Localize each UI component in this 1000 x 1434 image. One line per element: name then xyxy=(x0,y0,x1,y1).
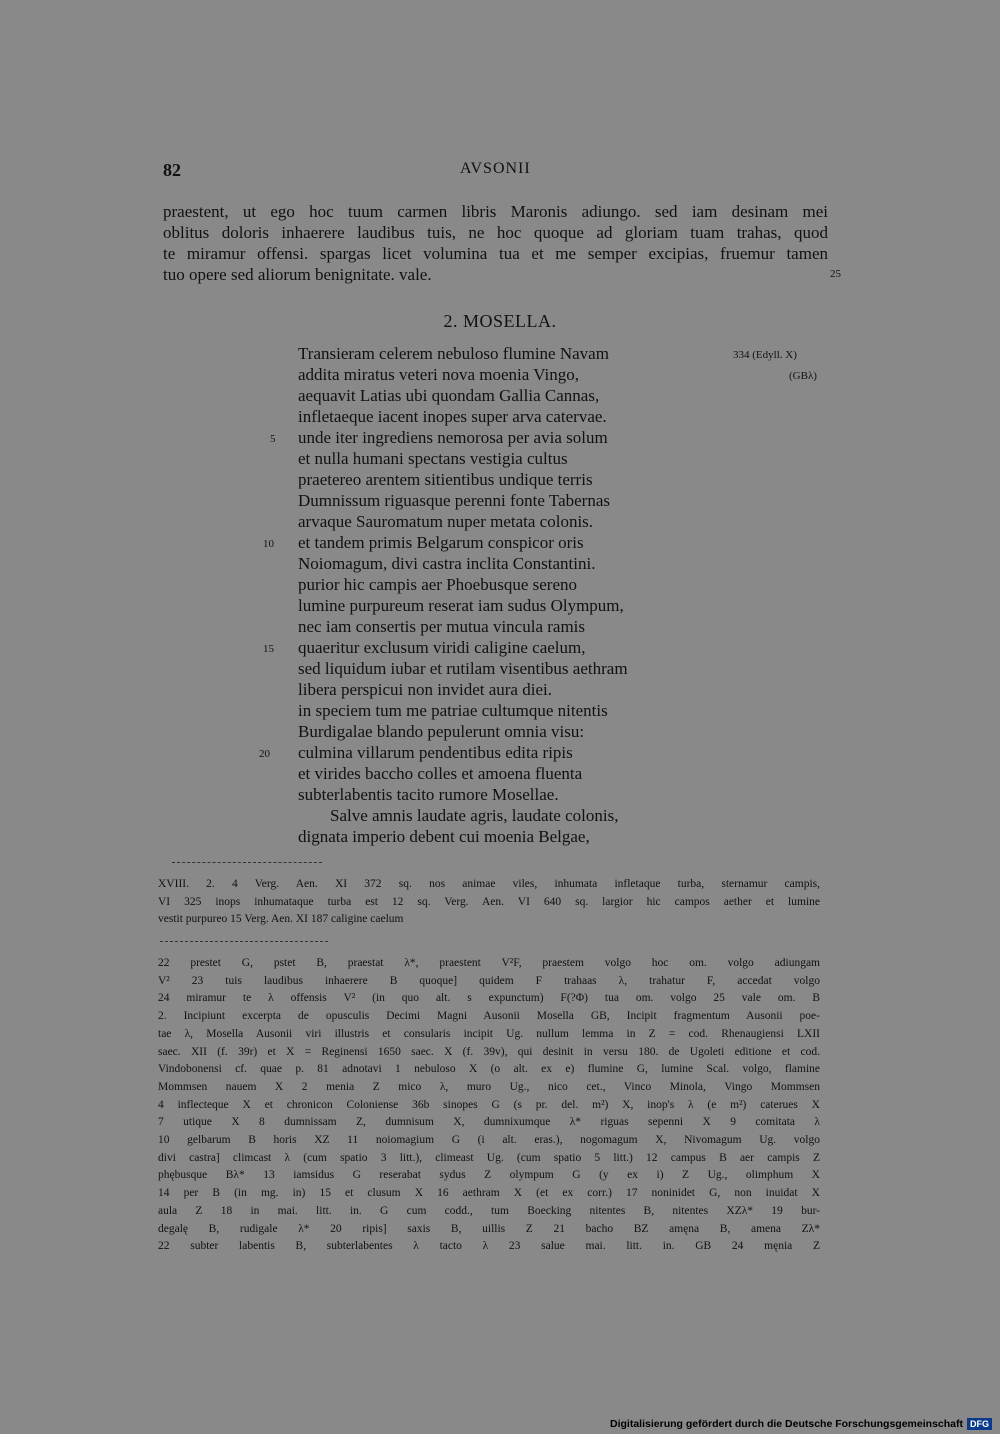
verse-line: praetereo arentem sitientibus undique terris xyxy=(298,470,593,489)
verse-line: Transieram celerem nebuloso flumine Navam xyxy=(298,344,609,363)
verse-line: nec iam consertis per mutua vincula ramis xyxy=(298,617,586,636)
separator-rule xyxy=(160,941,328,942)
apparatus-line: 22 subter labentis B, subterlabentes λ tacto λ 23 salue mai. litt. in. GB 24 męnia Z xyxy=(158,1240,820,1253)
margin-reference: 334 (Edyll. X) xyxy=(733,349,797,361)
verse-line: et nulla humani spectans vestigia cultus xyxy=(298,449,568,468)
verse-line: Burdigalae blando pepulerunt omnia visu: xyxy=(298,722,585,741)
credit-text: Digitalisierung gefördert durch die Deutsche Forschungsgemeinschaft xyxy=(610,1418,963,1430)
verse-line: Dumnissum riguasque perenni fonte Tabernas xyxy=(298,491,610,510)
verse-line: lumine purpureum reserat iam sudus Olympum, xyxy=(298,596,624,615)
verse-number: 10 xyxy=(263,538,274,550)
verse-line: et virides baccho colles et amoena fluenta xyxy=(298,764,583,783)
verse-line: purior hic campis aer Phoebusque sereno xyxy=(298,575,577,594)
apparatus-line: 14 per B (in mg. in) 15 et clusum X 16 aethram X (et ex corr.) 17 noninidet G, non inuidat X xyxy=(158,1187,820,1200)
apparatus-line: 22 prestet G, pstet B, praestat λ*, praestent V²F, praestem volgo hoc om. volgo adiungam xyxy=(158,957,820,969)
intro-line: praestent, ut ego hoc tuum carmen libris Maronis adiungo. sed iam desinam mei xyxy=(163,202,828,221)
apparatus-line: aula Z 18 in mai. litt. in. G cum codd., tum Boecking nitentes B, nitentes XZλ* 19 bur- xyxy=(158,1204,820,1217)
apparatus-line: 24 miramur te λ offensis V² (in quo alt. s expunctum) F(?Φ) tua om. volgo 25 vale om. B xyxy=(158,992,820,1005)
verse-number: 5 xyxy=(270,433,276,445)
testimonia-line: vestit purpureo 15 Verg. Aen. XI 187 caligine caelum xyxy=(158,913,404,926)
verse-line: quaeritur exclusum viridi caligine caelum, xyxy=(298,638,586,657)
verse-line: in speciem tum me patriae cultumque nitentis xyxy=(298,701,608,720)
dfg-logo: DFG xyxy=(967,1418,992,1430)
verse-line: culmina villarum pendentibus edita ripis xyxy=(298,743,573,762)
verse-line: Noiomagum, divi castra inclita Constantini. xyxy=(298,554,596,573)
apparatus-line: 4 inflecteque X et chronicon Coloniense 36b sinopes G (s pr. del. m²) X, inop's λ (e m²) caterues X xyxy=(158,1098,820,1111)
verse-line: unde iter ingrediens nemorosa per avia solum xyxy=(298,428,608,447)
verse-line: sed liquidum iubar et rutilam visentibus aethram xyxy=(298,659,628,678)
verse-line: infletaeque iacent inopes super arva catervae. xyxy=(298,407,607,426)
apparatus-line: Mommsen nauem X 2 menia Z mico λ, muro Ug., nico cet., Vinco Minola, Vingo Mommsen xyxy=(158,1080,820,1093)
testimonia-line: VI 325 inops inhumataque turba est 12 sq. Verg. Aen. VI 640 sq. largior hic campos aether et lumine xyxy=(158,895,820,908)
apparatus-line: saec. XII (f. 39r) et X = Reginensi 1650 saec. X (f. 39v), qui desinit in versu 180. de Ugoleti editione et cod. xyxy=(158,1045,820,1058)
apparatus-line: tae λ, Mosella Ausonii viri illustris et consularis incipit Ug. nullum lemma in Z = cod. Rhenaugiensi LXII xyxy=(158,1027,820,1040)
verse-number: 20 xyxy=(259,748,270,760)
intro-line: te miramur offensi. spargas licet volumina tua et me semper excipias, fruemur tamen xyxy=(163,244,828,263)
intro-line: oblitus doloris inhaerere laudibus tuis, ne hoc quoque ad gloriam tuam trahas, quod xyxy=(163,223,828,242)
poem-title: 2. MOSELLA. xyxy=(443,311,557,331)
verse-line: Salve amnis laudate agris, laudate colonis, xyxy=(330,806,619,825)
verse-line: addita miratus veteri nova moenia Vingo, xyxy=(298,365,579,384)
verse-line: arvaque Sauromatum nuper metata colonis. xyxy=(298,512,594,531)
running-title: AVSONII xyxy=(460,160,531,177)
apparatus-line: Vindobonensi cf. quae p. 81 adnotavi 1 nebuloso X (o alt. ex e) flumine G, lumine Scal. volgo, flamine xyxy=(158,1063,820,1076)
verse-number: 15 xyxy=(263,643,274,655)
intro-line-number: 25 xyxy=(830,268,841,280)
intro-paragraph xyxy=(163,201,828,285)
verse-line: aequavit Latias ubi quondam Gallia Cannas, xyxy=(298,386,600,405)
digitization-credit xyxy=(610,1418,992,1430)
apparatus-line: 2. Incipiunt excerpta de opusculis Decimi Magni Ausonii Mosella GB, Incipit fragmentum Ausonii poe- xyxy=(158,1010,820,1023)
apparatus-line: phębusque Bλ* 13 iamsidus G reserabat sydus Z olympum G (y ex i) Z Ug., olimphum X xyxy=(158,1169,820,1182)
critical-apparatus xyxy=(158,955,820,1256)
apparatus-line: 10 gelbarum B horis XZ 11 noiomagium G (i alt. eras.), nogomagum X, Nivomagum Ug. volgo xyxy=(158,1134,820,1147)
intro-line: tuo opere sed aliorum benignitate. vale. xyxy=(163,265,432,284)
page-number: 82 xyxy=(163,160,181,180)
apparatus-line: divi castra] climcast λ (cum spatio 3 litt.), climeast Ug. (cum spatio 5 litt.) 12 campus B aer campis Z xyxy=(158,1151,820,1164)
apparatus-line: 7 utique X 8 dumnissam Z, dumnisum X, dumnixumque λ* riguas sepenni X 9 comitata λ xyxy=(158,1116,820,1129)
margin-reference: (GBλ) xyxy=(789,370,817,382)
testimonia-line: XVIII. 2. 4 Verg. Aen. XI 372 sq. nos animae viles, inhumata infletaque turba, sternamur campis, xyxy=(158,878,820,890)
separator-rule xyxy=(172,862,322,863)
apparatus-line: degalę B, rudigale λ* 20 ripis] saxis B, uillis Z 21 bacho BZ amęna B, amena Zλ* xyxy=(158,1222,820,1235)
verse-line: dignata imperio debent cui moenia Belgae, xyxy=(298,827,590,846)
verse-line: et tandem primis Belgarum conspicor oris xyxy=(298,533,584,552)
apparatus-line: V² 23 tuis laudibus inhaerere B quoque] quidem F trahaas λ, trahatur F, accedat volgo xyxy=(158,974,820,987)
testimonia xyxy=(158,876,820,929)
verse-line: libera perspicui non invidet aura diei. xyxy=(298,680,552,699)
verse-line: subterlabentis tacito rumore Mosellae. xyxy=(298,785,559,804)
